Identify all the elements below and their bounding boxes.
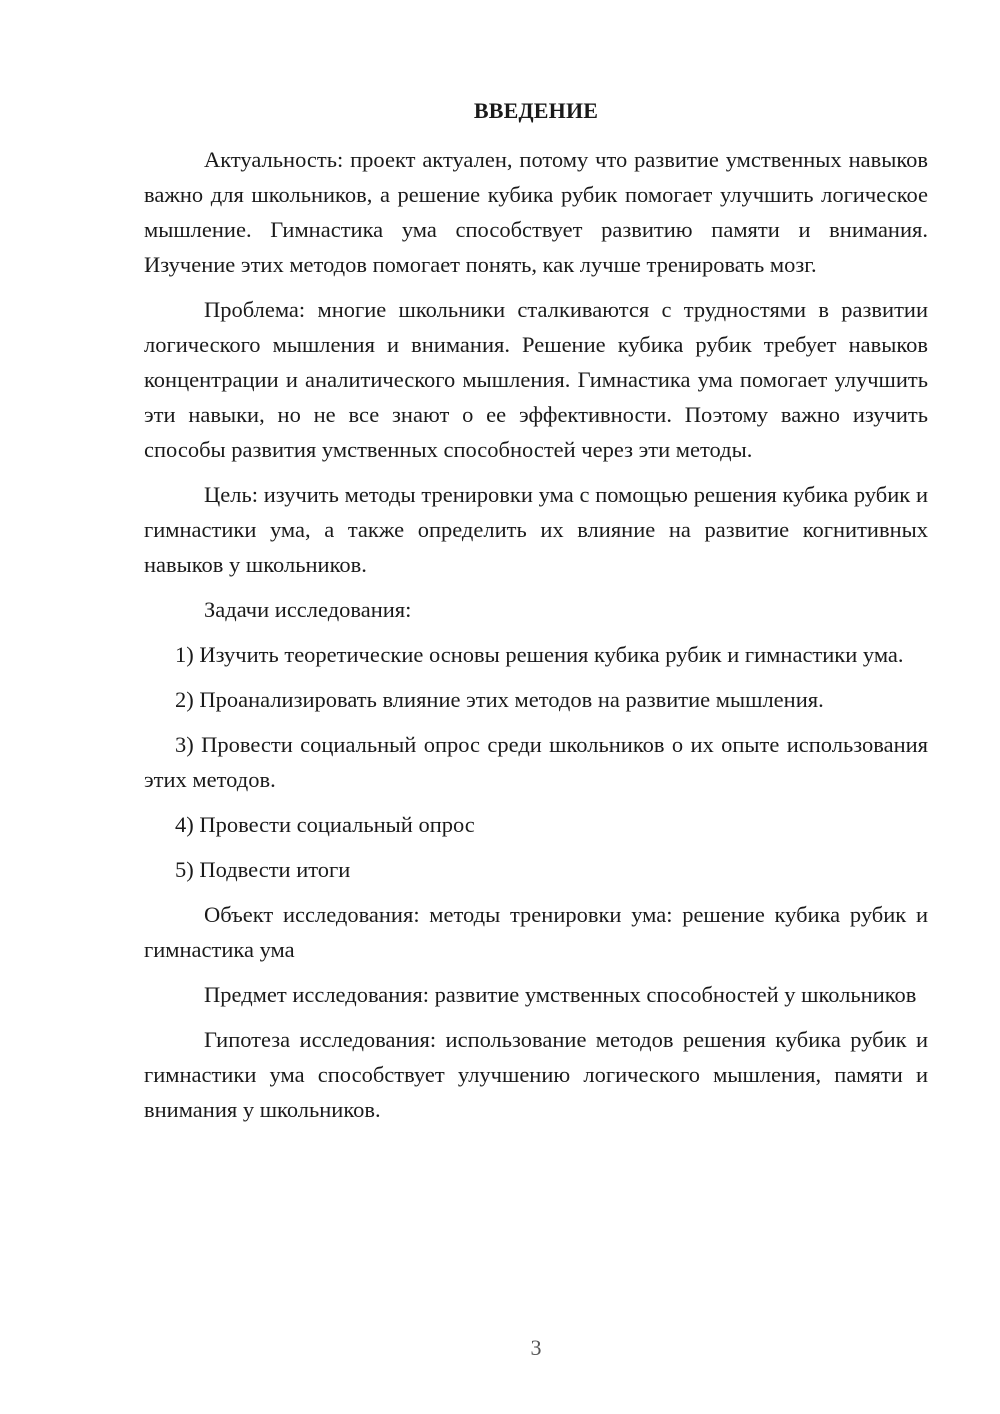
relevance-paragraph: Актуальность: проект актуален, потому что развитие умственных навыков важно для школьников, а решение кубика рубик помогает улучшить логическое мышление. Гимнастика ума способствует развитию памяти и внимания. Изучение этих методов помогает понять, как лучше тренировать мозг. xyxy=(144,147,928,277)
subject-paragraph: Предмет исследования: развитие умственных способностей у школьников xyxy=(204,982,917,1007)
task-item-1: 1) Изучить теоретические основы решения кубика рубик и гимнастики ума. xyxy=(175,642,904,667)
task-item-4: 4) Провести социальный опрос xyxy=(175,812,475,837)
task-item-3: 3) Провести социальный опрос среди школьников о их опыте использования этих методов. xyxy=(144,732,928,792)
task-item-5: 5) Подвести итоги xyxy=(175,857,351,882)
tasks-heading: Задачи исследования: xyxy=(204,597,412,622)
hypothesis-paragraph: Гипотеза исследования: использование методов решения кубика рубик и гимнастики ума способствует улучшению логического мышления, памяти и внимания у школьников. xyxy=(144,1027,928,1122)
page-number: 3 xyxy=(530,1335,542,1360)
section-title: ВВЕДЕНИЕ xyxy=(473,98,599,123)
object-paragraph: Объект исследования: методы тренировки ума: решение кубика рубик и гимнастика ума xyxy=(144,902,928,962)
goal-paragraph: Цель: изучить методы тренировки ума с помощью решения кубика рубик и гимнастики ума, а также определить их влияние на развитие когнитивных навыков у школьников. xyxy=(144,482,928,577)
task-item-2: 2) Проанализировать влияние этих методов на развитие мышления. xyxy=(175,687,824,712)
document-page xyxy=(144,96,928,1137)
problem-paragraph: Проблема: многие школьники сталкиваются с трудностями в развитии логического мышления и внимания. Решение кубика рубик требует навыков концентрации и аналитического мышления. Гимнастика ума помогает улучшить эти навыки, но не все знают о ее эффективности. Поэтому важно изучить способы развития умственных способностей через эти методы. xyxy=(144,297,928,462)
